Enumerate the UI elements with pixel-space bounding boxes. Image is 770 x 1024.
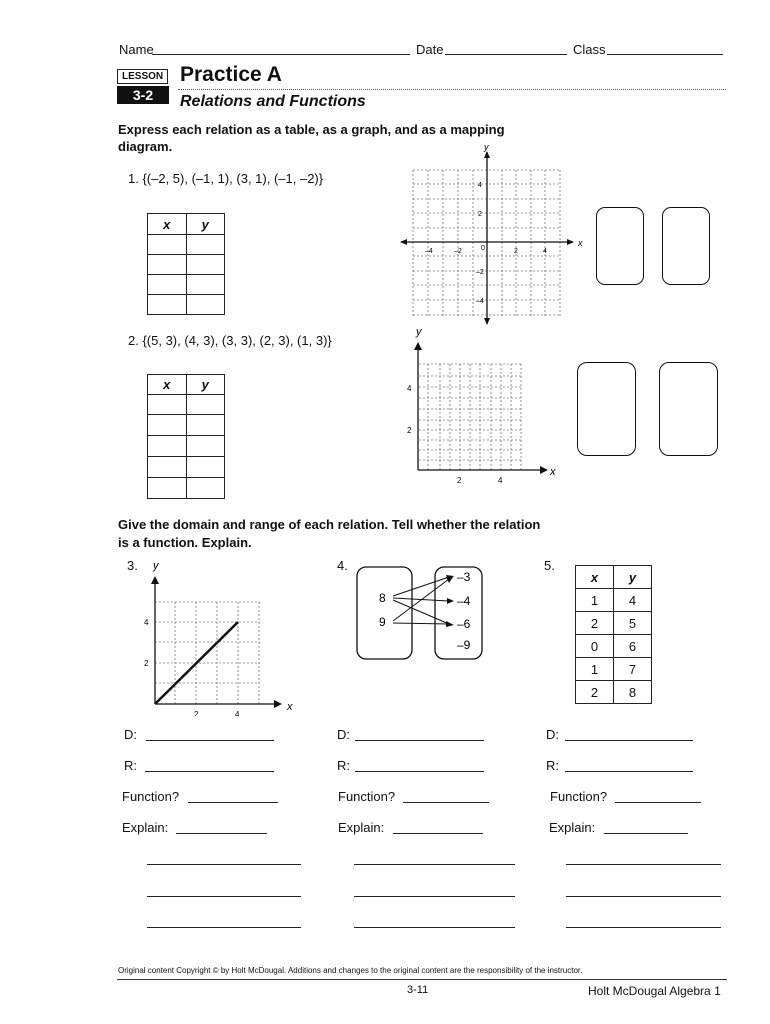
name-field[interactable] bbox=[152, 54, 410, 55]
page-title: Practice A bbox=[180, 63, 282, 86]
table-header-y: y bbox=[186, 214, 225, 235]
mapping-range-value: –4 bbox=[457, 594, 471, 608]
function-label-3: Function? bbox=[122, 789, 180, 804]
table-cell[interactable] bbox=[186, 436, 225, 457]
graph1-tick: –4 bbox=[476, 298, 484, 305]
graph-problem-1[interactable] bbox=[398, 142, 588, 326]
mapping-domain-box-1[interactable] bbox=[596, 207, 644, 285]
table-cell[interactable] bbox=[186, 415, 225, 436]
table-cell[interactable] bbox=[148, 436, 187, 457]
explain-answer-3[interactable] bbox=[176, 833, 267, 834]
class-label: Class bbox=[573, 42, 606, 57]
domain-answer-3[interactable] bbox=[146, 740, 274, 741]
table5-cell: 0 bbox=[576, 635, 614, 658]
table5-header-y: y bbox=[614, 566, 652, 589]
class-field[interactable] bbox=[607, 54, 723, 55]
table-cell[interactable] bbox=[148, 395, 187, 415]
table5-cell: 6 bbox=[614, 635, 652, 658]
explain-line-4b[interactable] bbox=[354, 896, 515, 897]
domain-label-5: D: bbox=[546, 727, 559, 742]
mapping-diagram-problem-4 bbox=[355, 565, 485, 663]
range-answer-4[interactable] bbox=[355, 771, 484, 772]
graph1-tick: –2 bbox=[454, 248, 462, 255]
explain-line-4a[interactable] bbox=[354, 864, 515, 865]
range-label-5: R: bbox=[546, 758, 559, 773]
mapping-domain-value: 9 bbox=[379, 615, 386, 629]
range-answer-5[interactable] bbox=[565, 771, 693, 772]
graph1-tick: 0 bbox=[481, 245, 485, 252]
explain-label-3: Explain: bbox=[122, 820, 169, 835]
table-header-x: x bbox=[148, 375, 187, 395]
explain-line-5b[interactable] bbox=[566, 896, 721, 897]
explain-label-5: Explain: bbox=[549, 820, 596, 835]
graph2-tick: 2 bbox=[457, 476, 462, 484]
explain-answer-5[interactable] bbox=[604, 833, 688, 834]
graph2-x-label: x bbox=[550, 466, 556, 478]
range-label-3: R: bbox=[124, 758, 137, 773]
table5-cell: 2 bbox=[576, 612, 614, 635]
table5-cell: 2 bbox=[576, 681, 614, 704]
explain-line-4c[interactable] bbox=[354, 927, 515, 928]
mapping-range-value: –9 bbox=[457, 638, 471, 652]
mapping-domain-value: 8 bbox=[379, 591, 386, 605]
graph1-tick: –2 bbox=[476, 269, 484, 276]
function-answer-3[interactable] bbox=[188, 802, 278, 803]
problem-2: 2. {(5, 3), (4, 3), (3, 3), (2, 3), (1, 3)} bbox=[128, 333, 332, 348]
graph-problem-2[interactable] bbox=[398, 322, 563, 484]
copyright-notice: Original content Copyright © by Holt McDougal. Additions and changes to the original content are the responsibility of the instructor. bbox=[118, 966, 583, 975]
table-problem-5 bbox=[575, 565, 652, 704]
graph3-tick: 4 bbox=[235, 710, 240, 716]
table-cell[interactable] bbox=[148, 255, 187, 275]
table-cell[interactable] bbox=[148, 478, 187, 499]
graph-problem-3 bbox=[140, 556, 300, 716]
mapping-range-box-1[interactable] bbox=[662, 207, 710, 285]
domain-answer-5[interactable] bbox=[565, 740, 693, 741]
domain-label-4: D: bbox=[337, 727, 350, 742]
explain-line-5a[interactable] bbox=[566, 864, 721, 865]
table-cell[interactable] bbox=[148, 235, 187, 255]
mapping-range-value: –6 bbox=[457, 617, 471, 631]
range-answer-3[interactable] bbox=[145, 771, 274, 772]
graph3-y-label: y bbox=[153, 560, 159, 572]
section1-instructions-1: Express each relation as a table, as a graph, and as a mapping bbox=[118, 122, 505, 137]
graph3-x-label: x bbox=[287, 701, 293, 713]
graph1-tick: 4 bbox=[478, 182, 482, 189]
page-subtitle: Relations and Functions bbox=[180, 93, 366, 110]
graph1-tick: 2 bbox=[514, 248, 518, 255]
graph1-tick: 2 bbox=[478, 211, 482, 218]
section1-instructions-2: diagram. bbox=[118, 139, 173, 154]
table5-header-x: x bbox=[576, 566, 614, 589]
explain-label-4: Explain: bbox=[338, 820, 385, 835]
graph2-tick: 4 bbox=[498, 476, 503, 484]
graph3-tick: 2 bbox=[144, 659, 149, 668]
mapping-range-box-2[interactable] bbox=[659, 362, 718, 456]
explain-line-3c[interactable] bbox=[147, 927, 301, 928]
table-cell[interactable] bbox=[186, 395, 225, 415]
book-title: Holt McDougal Algebra 1 bbox=[588, 984, 721, 998]
section2-instructions-1: Give the domain and range of each relation. Tell whether the relation bbox=[118, 517, 541, 532]
graph3-tick: 2 bbox=[194, 710, 199, 716]
table5-cell: 8 bbox=[614, 681, 652, 704]
section2-instructions-2: is a function. Explain. bbox=[118, 535, 252, 550]
table-cell[interactable] bbox=[186, 478, 225, 499]
table-cell[interactable] bbox=[186, 457, 225, 478]
table5-cell: 1 bbox=[576, 658, 614, 681]
table-cell[interactable] bbox=[148, 415, 187, 436]
graph2-y-label: y bbox=[416, 326, 422, 338]
graph2-tick: 4 bbox=[407, 384, 412, 393]
function-answer-5[interactable] bbox=[615, 802, 701, 803]
table-problem-1 bbox=[147, 213, 225, 315]
explain-answer-4[interactable] bbox=[393, 833, 483, 834]
graph1-y-label: y bbox=[484, 142, 489, 152]
function-label-5: Function? bbox=[550, 789, 608, 804]
mapping-range-value: –3 bbox=[457, 570, 471, 584]
explain-line-3b[interactable] bbox=[147, 896, 301, 897]
mapping-domain-box-2[interactable] bbox=[577, 362, 636, 456]
date-label: Date bbox=[416, 42, 444, 57]
table-problem-2 bbox=[147, 374, 225, 499]
table-cell[interactable] bbox=[186, 275, 225, 295]
date-field[interactable] bbox=[445, 54, 567, 55]
page-number: 3-11 bbox=[407, 984, 429, 996]
table-header-y: y bbox=[186, 375, 225, 395]
domain-answer-4[interactable] bbox=[355, 740, 484, 741]
graph1-x-label: x bbox=[578, 238, 583, 248]
function-answer-4[interactable] bbox=[403, 802, 489, 803]
table5-cell: 4 bbox=[614, 589, 652, 612]
range-label-4: R: bbox=[337, 758, 350, 773]
graph1-tick: 4 bbox=[543, 248, 547, 255]
explain-line-5c[interactable] bbox=[566, 927, 721, 928]
function-label-4: Function? bbox=[338, 789, 396, 804]
problem-3-label: 3. bbox=[127, 558, 138, 573]
table-cell[interactable] bbox=[148, 295, 187, 315]
problem-4-label: 4. bbox=[337, 558, 348, 573]
footer-divider bbox=[117, 979, 727, 980]
problem-1: 1. {(–2, 5), (–1, 1), (3, 1), (–1, –2)} bbox=[128, 171, 324, 186]
lesson-label: LESSON bbox=[117, 69, 168, 84]
name-label: Name bbox=[119, 42, 154, 57]
domain-label-3: D: bbox=[124, 727, 137, 742]
problem-5-label: 5. bbox=[544, 558, 555, 573]
table5-cell: 5 bbox=[614, 612, 652, 635]
graph3-tick: 4 bbox=[144, 618, 149, 627]
table-cell[interactable] bbox=[186, 235, 225, 255]
table-header-x: x bbox=[148, 214, 187, 235]
table5-cell: 1 bbox=[576, 589, 614, 612]
table5-cell: 7 bbox=[614, 658, 652, 681]
table-cell[interactable] bbox=[148, 457, 187, 478]
table-cell[interactable] bbox=[186, 295, 225, 315]
table-cell[interactable] bbox=[186, 255, 225, 275]
graph1-tick: –4 bbox=[425, 248, 433, 255]
title-divider bbox=[178, 89, 726, 90]
lesson-number: 3-2 bbox=[117, 86, 169, 104]
table-cell[interactable] bbox=[148, 275, 187, 295]
explain-line-3a[interactable] bbox=[147, 864, 301, 865]
graph2-tick: 2 bbox=[407, 426, 412, 435]
